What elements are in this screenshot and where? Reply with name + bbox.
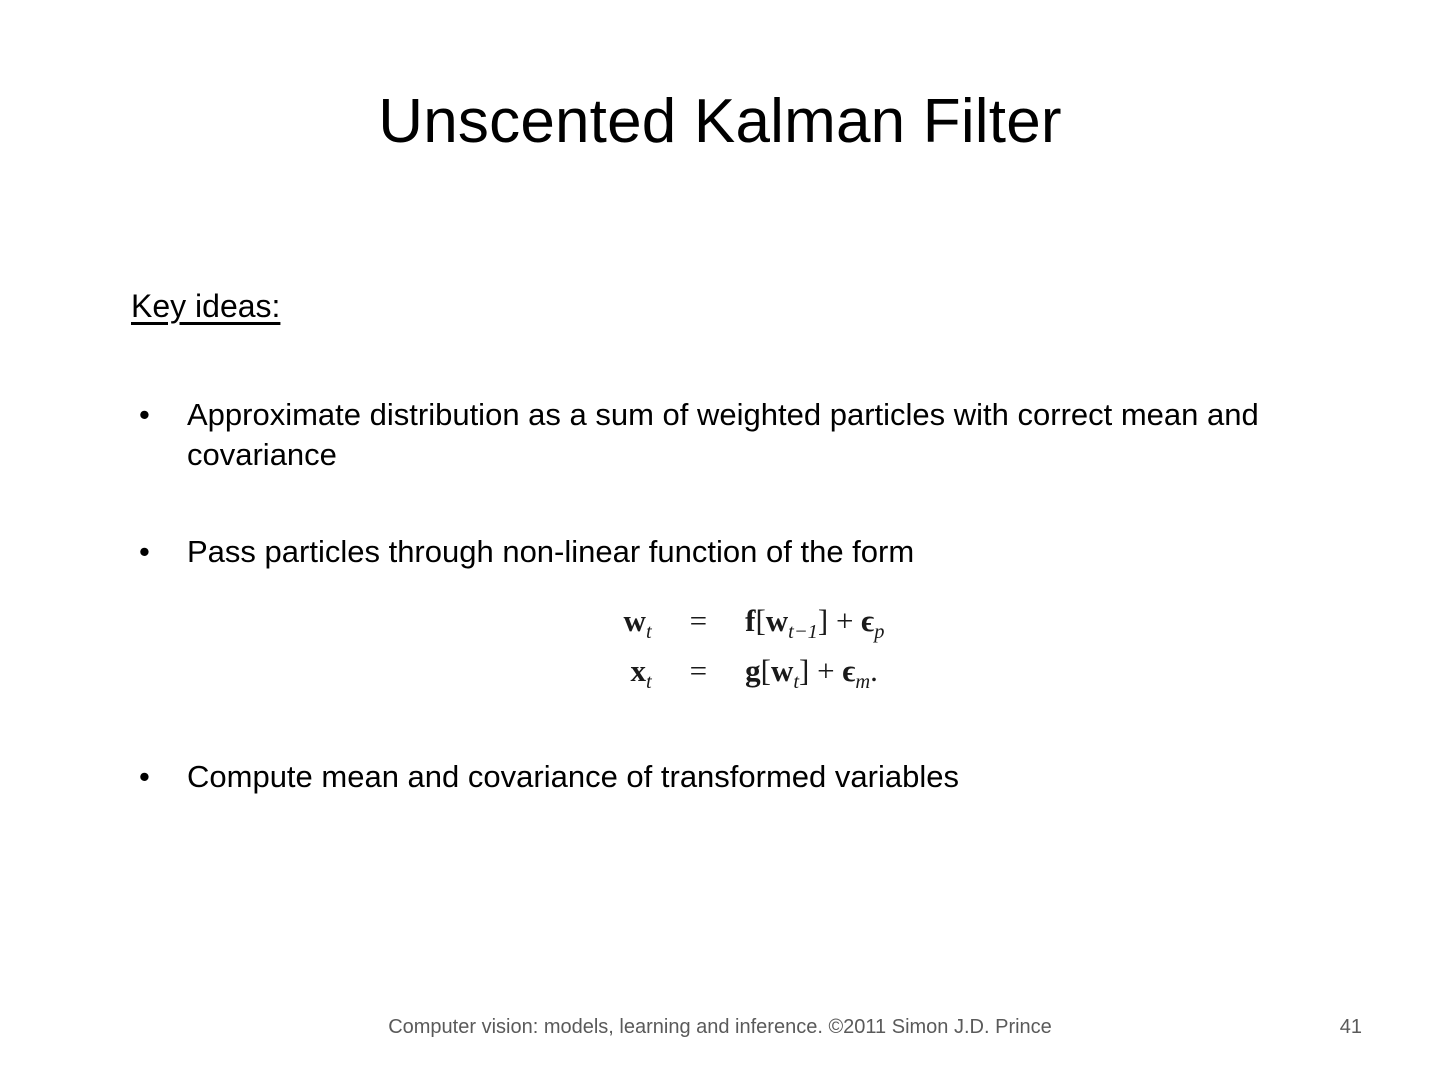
- bullet-list: [131, 395, 1321, 796]
- equation-lhs: $x_t$: [630, 653, 652, 694]
- section-heading: Key ideas:: [131, 288, 281, 324]
- bullet-glyph: •: [139, 534, 150, 570]
- list-item-text: Compute mean and covariance of transformed variables: [187, 758, 959, 794]
- equation-lhs: $w_t$: [623, 603, 652, 644]
- list-item-text: Pass particles through non-linear function of the form: [187, 534, 915, 570]
- footer-credit: Computer vision: models, learning and inference. ©2011 Simon J.D. Prince: [388, 1016, 1052, 1038]
- bullet-glyph: •: [139, 758, 150, 794]
- list-item: [131, 395, 1321, 474]
- equation-table: [624, 598, 885, 699]
- page-title: Unscented Kalman Filter: [378, 87, 1062, 156]
- equation-relation: =: [689, 603, 708, 639]
- equation-relation: =: [689, 653, 708, 689]
- equation-rhs: $g[w_t] + \epsilon_m$.: [745, 653, 878, 694]
- slide-body: [131, 288, 1321, 796]
- list-item: [131, 532, 1321, 698]
- equation-block: [187, 598, 1321, 699]
- list-item: [131, 757, 1321, 797]
- slide-footer: [0, 1016, 1440, 1046]
- equation-row: [624, 648, 885, 698]
- equation-rhs: $f[w_{t-1}] + \epsilon_p$: [745, 603, 885, 644]
- list-item-text: Approximate distribution as a sum of weighted particles with correct mean and covariance: [187, 397, 1259, 472]
- bullet-glyph: •: [139, 397, 150, 432]
- page-number: 41: [1339, 1016, 1362, 1038]
- equation-row: [624, 598, 885, 648]
